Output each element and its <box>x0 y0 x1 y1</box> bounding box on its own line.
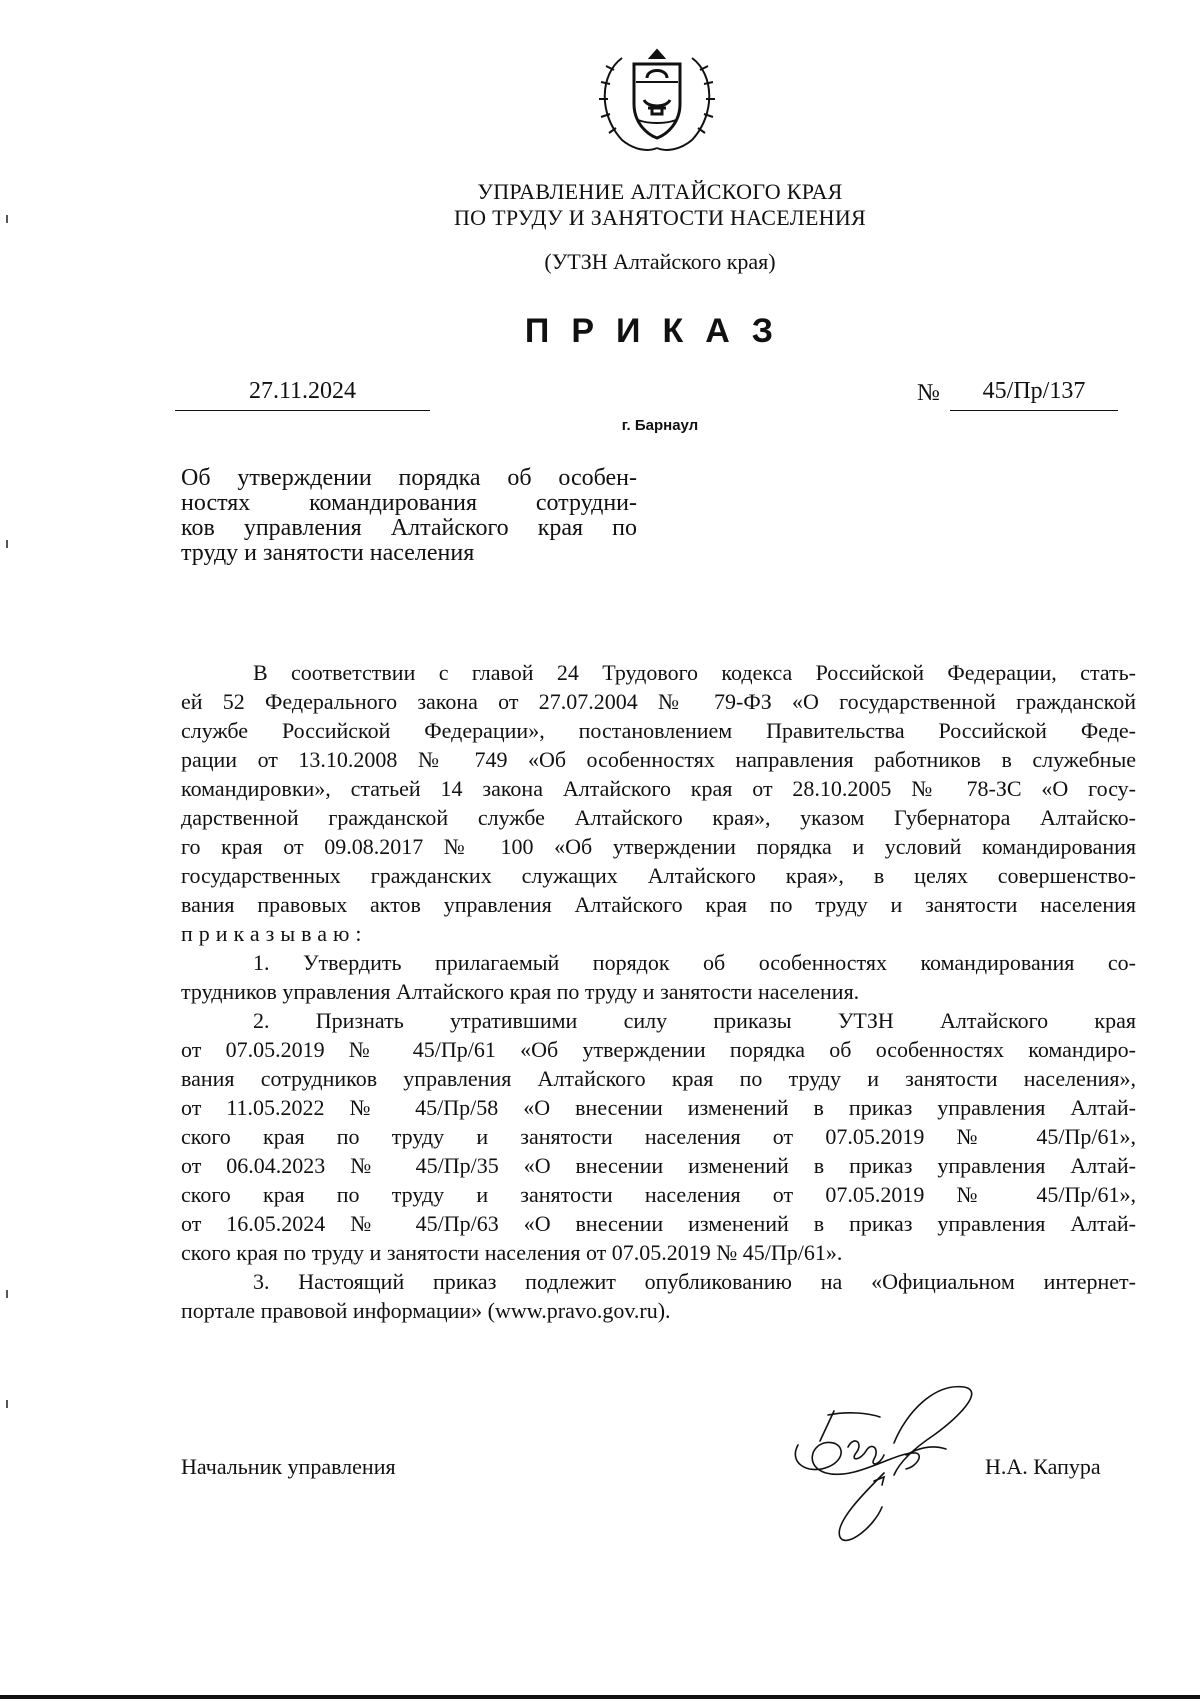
subject-line: Об утверждении порядка об особен- <box>181 465 637 491</box>
body-line: вания сотрудников управления Алтайского края по труду и занятости населения», <box>181 1066 1136 1091</box>
scan-margin-mark <box>6 215 8 223</box>
body-line: от 16.05.2024 № 45/Пр/63 «О внесении изменений в приказ управления Алтай- <box>181 1211 1136 1236</box>
organization-abbreviation: (УТЗН Алтайского края) <box>544 249 776 274</box>
subject-line: ков управления Алтайского края по <box>181 515 637 541</box>
body-line-order-word: приказываю: <box>181 921 368 946</box>
body-line: государственных гражданских служащих Алтайского края», в целях совершенство- <box>181 863 1136 888</box>
body-line: го края от 09.08.2017 № 100 «Об утверждении порядка и условий командирования <box>181 834 1136 859</box>
body-line: от 07.05.2019 № 45/Пр/61 «Об утверждении порядка об особенностях командиро- <box>181 1037 1136 1062</box>
signatory-name: Н.А. Капура <box>985 1454 1101 1479</box>
body-line: дарственной гражданской службе Алтайского края», указом Губернатора Алтайско- <box>181 805 1136 830</box>
body-line: вания правовых актов управления Алтайского края по труду и занятости населения <box>181 892 1136 917</box>
body-line: от 06.04.2023 № 45/Пр/35 «О внесении изменений в приказ управления Алтай- <box>181 1153 1136 1178</box>
body-line: ского края по труду и занятости населения от 07.05.2019 № 45/Пр/61». <box>181 1240 843 1265</box>
number-underline <box>950 410 1118 411</box>
body-line: 3. Настоящий приказ подлежит опубликованию на «Официальном интернет- <box>253 1269 1136 1294</box>
body-line: 2. Признать утратившими силу приказы УТЗН Алтайского края <box>253 1008 1136 1033</box>
document-city: г. Барнаул <box>621 417 699 434</box>
organization-name-line1: УПРАВЛЕНИЕ АЛТАЙСКОГО КРАЯ <box>477 179 843 204</box>
body-line: от 11.05.2022 № 45/Пр/58 «О внесении изменений в приказ управления Алтай- <box>181 1095 1136 1120</box>
body-line: портале правовой информации» (www.pravo.gov.ru). <box>181 1298 671 1323</box>
body-line: В соответствии с главой 24 Трудового кодекса Российской Федерации, стать- <box>253 660 1136 685</box>
altai-coat-of-arms-icon <box>592 44 722 154</box>
body-line: ского края по труду и занятости населения от 07.05.2019 № 45/Пр/61», <box>181 1182 1136 1207</box>
subject-line: ностях командирования сотрудни- <box>181 490 637 516</box>
document-body <box>181 658 1136 1325</box>
scan-margin-mark <box>6 540 8 548</box>
organization-name-line2: ПО ТРУДУ И ЗАНЯТОСТИ НАСЕЛЕНИЯ <box>453 205 867 230</box>
body-line: командировки», статьей 14 закона Алтайского края от 28.10.2005 № 78-ЗС «О госу- <box>181 776 1136 801</box>
scan-margin-mark <box>6 1400 8 1408</box>
body-line: ей 52 Федерального закона от 27.07.2004 № 79-ФЗ «О государственной гражданской <box>181 689 1136 714</box>
number-sign: № <box>917 380 940 406</box>
subject-line: труду и занятости населения <box>181 540 475 566</box>
scan-margin-mark <box>6 1290 8 1298</box>
document-number: 45/Пр/137 <box>982 378 1086 404</box>
date-underline <box>175 410 430 411</box>
body-line: службе Российской Федерации», постановлением Правительства Российской Феде- <box>181 718 1136 743</box>
document-subject <box>181 466 637 566</box>
body-line: рации от 13.10.2008 № 749 «Об особенностях направления работников в служебные <box>181 747 1136 772</box>
document-title: ПРИКАЗ <box>524 312 796 350</box>
body-line: ского края по труду и занятости населения от 07.05.2019 № 45/Пр/61», <box>181 1124 1136 1149</box>
handwritten-signature-icon <box>788 1385 988 1575</box>
body-line: 1. Утвердить прилагаемый порядок об особенностях командирования со- <box>253 950 1136 975</box>
document-date: 27.11.2024 <box>248 378 357 404</box>
scan-bottom-edge <box>0 1695 1200 1699</box>
body-line: трудников управления Алтайского края по труду и занятости населения. <box>181 979 860 1004</box>
signatory-position: Начальник управления <box>181 1454 396 1479</box>
